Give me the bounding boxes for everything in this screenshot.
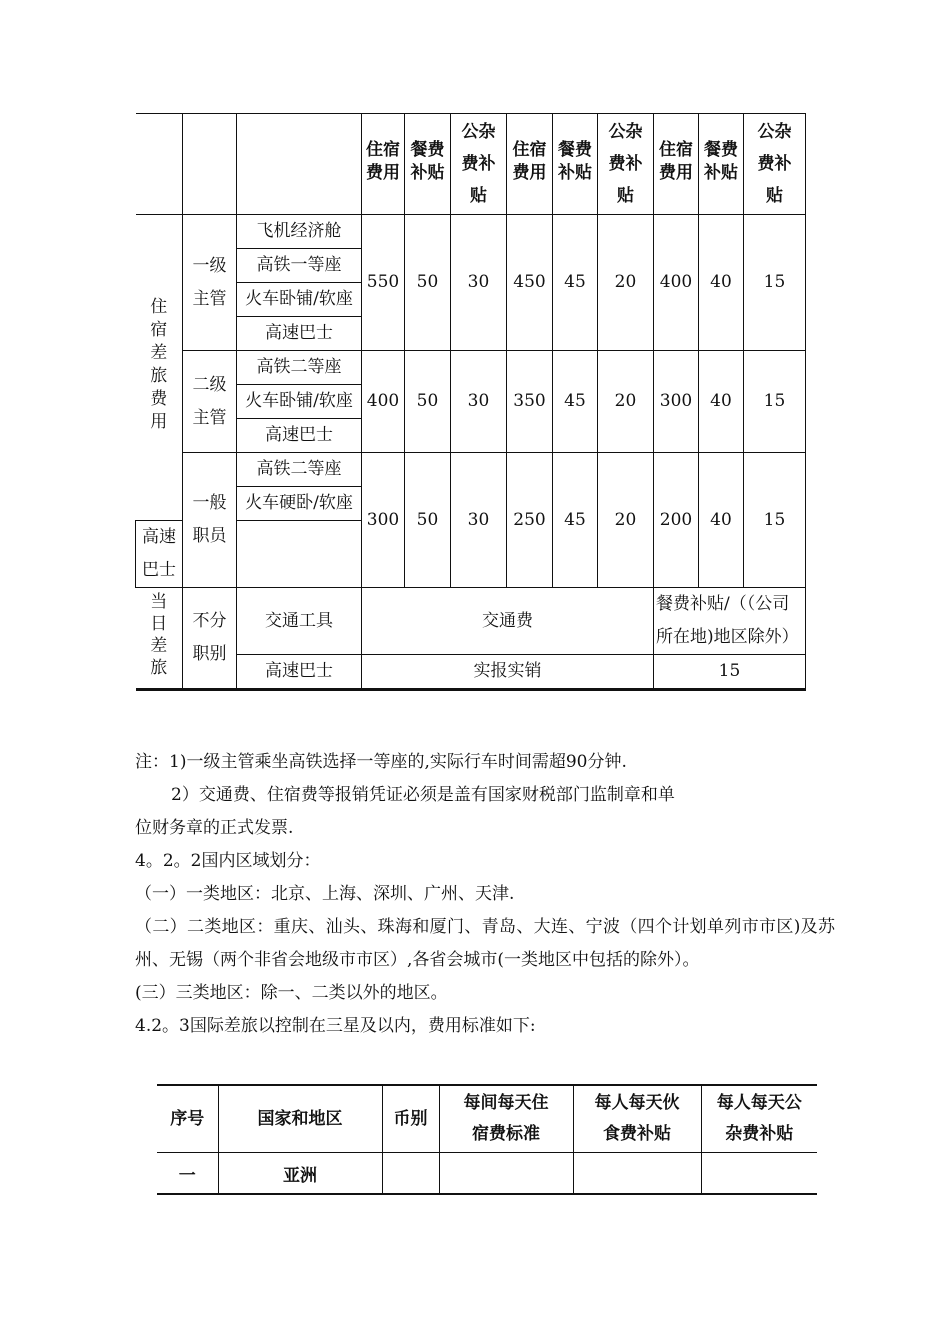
level-cell: 一般职员 xyxy=(183,453,237,588)
value-cell: 400 xyxy=(362,351,405,453)
value-cell: 30 xyxy=(451,351,507,453)
table-cell: 亚洲 xyxy=(218,1153,382,1195)
header-cell: 住宿费用 xyxy=(507,114,553,215)
notes-section xyxy=(135,746,835,1043)
header-cell: 每人每天公杂费补贴 xyxy=(701,1085,817,1153)
value-cell: 300 xyxy=(654,351,699,453)
value-cell: 20 xyxy=(598,453,654,588)
value-cell: 450 xyxy=(507,215,553,351)
value-cell: 250 xyxy=(507,453,553,588)
value-cell: 300 xyxy=(362,453,405,588)
header-cell: 序号 xyxy=(157,1085,218,1153)
header-cell: 餐费补贴 xyxy=(553,114,598,215)
value-cell: 350 xyxy=(507,351,553,453)
value-cell: 40 xyxy=(699,453,744,588)
header-empty-cell xyxy=(237,114,362,215)
header-cell: 公杂费补贴 xyxy=(744,114,806,215)
sameday-transport-header: 交通工具 xyxy=(237,588,362,655)
value-cell: 15 xyxy=(744,215,806,351)
region-class-3: (三）三类地区：除一、二类以外的地区。 xyxy=(135,983,448,1003)
sameday-level-cell: 不分职别 xyxy=(183,588,237,690)
international-travel-table xyxy=(157,1084,817,1195)
value-cell: 20 xyxy=(598,351,654,453)
value-cell: 20 xyxy=(598,215,654,351)
transport-cell: 飞机经济舱 xyxy=(237,215,362,249)
value-cell: 30 xyxy=(451,215,507,351)
sameday-meal-header: 餐费补贴/（（公司所在地)地区除外） xyxy=(654,588,806,655)
value-cell: 45 xyxy=(553,215,598,351)
header-cell: 每人每天伙食费补贴 xyxy=(573,1085,701,1153)
value-cell: 45 xyxy=(553,351,598,453)
value-cell: 550 xyxy=(362,215,405,351)
table-row xyxy=(157,1153,817,1195)
domestic-travel-expense-table xyxy=(135,113,806,691)
value-cell: 50 xyxy=(405,351,451,453)
value-cell: 40 xyxy=(699,215,744,351)
sameday-meal-cell: 15 xyxy=(654,655,806,690)
header-empty-cell xyxy=(136,114,183,215)
table-header-row xyxy=(157,1085,817,1153)
sameday-fee-header: 交通费 xyxy=(362,588,654,655)
note-2-line-1: 2）交通费、住宿费等报销凭证必须是盖有国家财税部门监制章和单 xyxy=(171,785,675,805)
sameday-label-cell: 当日差旅 xyxy=(136,588,183,690)
table-cell xyxy=(573,1153,701,1195)
table-row xyxy=(136,453,806,487)
region-class-2: （二）二类地区：重庆、汕头、珠海和厦门、青岛、大连、宁波（四个计划单列市市区)及苏州、无锡（两个非省会地级市市区）,各省会城市(一类地区中包括的除外）。 xyxy=(135,917,835,970)
table-row xyxy=(136,351,806,385)
transport-cell: 火车卧铺/软座 xyxy=(237,385,362,419)
table-row xyxy=(136,215,806,249)
value-cell: 50 xyxy=(405,215,451,351)
value-cell: 15 xyxy=(744,453,806,588)
table-cell xyxy=(382,1153,439,1195)
table-cell xyxy=(701,1153,817,1195)
header-cell: 币别 xyxy=(382,1085,439,1153)
level-cell: 一级主管 xyxy=(183,215,237,351)
header-cell: 国家和地区 xyxy=(218,1085,382,1153)
note-2-line-2: 位财务章的正式发票. xyxy=(135,818,294,838)
transport-cell: 高铁二等座 xyxy=(237,453,362,487)
sameday-transport-cell: 高速巴士 xyxy=(237,655,362,690)
table-header-row xyxy=(136,114,806,215)
header-cell: 每间每天住宿费标准 xyxy=(439,1085,573,1153)
section-heading-4-2-3: 4.2。3国际差旅以控制在三星及以内，费用标准如下: xyxy=(135,1016,536,1036)
transport-cell: 高铁二等座 xyxy=(237,351,362,385)
header-empty-cell xyxy=(183,114,237,215)
table-cell: 一 xyxy=(157,1153,218,1195)
value-cell: 400 xyxy=(654,215,699,351)
sameday-fee-cell: 实报实销 xyxy=(362,655,654,690)
header-cell: 公杂费补贴 xyxy=(598,114,654,215)
value-cell: 50 xyxy=(405,453,451,588)
header-cell: 公杂费补贴 xyxy=(451,114,507,215)
header-cell: 住宿费用 xyxy=(362,114,405,215)
transport-cell: 高速巴士 xyxy=(237,317,362,351)
table-row xyxy=(136,655,806,690)
value-cell: 45 xyxy=(553,453,598,588)
header-cell: 住宿费用 xyxy=(654,114,699,215)
header-cell: 餐费补贴 xyxy=(699,114,744,215)
table-cell xyxy=(439,1153,573,1195)
section-label-cell: 住宿差旅费用 xyxy=(136,215,183,521)
transport-cell: 火车卧铺/软座 xyxy=(237,283,362,317)
value-cell: 15 xyxy=(744,351,806,453)
value-cell: 30 xyxy=(451,453,507,588)
transport-cell: 火车硬卧/软座 xyxy=(237,487,362,521)
value-cell: 200 xyxy=(654,453,699,588)
transport-cell: 高速巴士 xyxy=(136,521,183,588)
transport-cell: 高铁一等座 xyxy=(237,249,362,283)
value-cell: 40 xyxy=(699,351,744,453)
transport-cell: 高速巴士 xyxy=(237,419,362,453)
region-class-1: （一）一类地区：北京、上海、深圳、广州、天津. xyxy=(135,884,515,904)
note-1: 注：1)一级主管乘坐高铁选择一等座的,实际行车时间需超90分钟. xyxy=(135,752,627,772)
section-heading-4-2-2: 4。2。2国内区域划分： xyxy=(135,851,321,871)
level-cell: 二级主管 xyxy=(183,351,237,453)
header-cell: 餐费补贴 xyxy=(405,114,451,215)
